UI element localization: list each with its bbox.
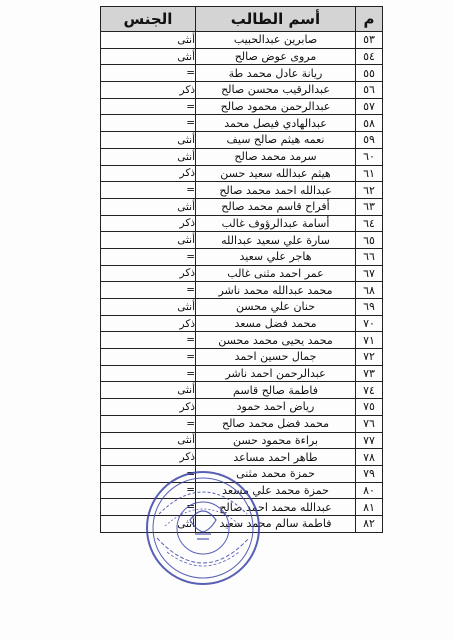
cell-gender: أنثى: [101, 48, 196, 65]
cell-num: ٧٦: [356, 415, 383, 432]
table-row: [101, 482, 383, 499]
cell-num: ٧٣: [356, 365, 383, 382]
cell-gender: =: [101, 482, 196, 499]
cell-student-name: عبدالرحمن احمد ناشر: [196, 365, 356, 382]
cell-num: ٥٦: [356, 82, 383, 99]
cell-num: ٦٩: [356, 299, 383, 316]
cell-student-name: حمزة محمد علي مسعد: [196, 482, 356, 499]
table-row: [101, 365, 383, 382]
table-row: [101, 332, 383, 349]
cell-gender: أنثى: [101, 232, 196, 249]
cell-num: ٦٠: [356, 148, 383, 165]
cell-student-name: عمر احمد مثنى غالب: [196, 265, 356, 282]
cell-student-name: هيثم عبدالله سعيد حسن: [196, 165, 356, 182]
table-row: [101, 48, 383, 65]
cell-gender: ذكر: [101, 215, 196, 232]
cell-student-name: عبدالرحمن محمود صالح: [196, 98, 356, 115]
cell-gender: =: [101, 98, 196, 115]
cell-num: ٦٣: [356, 198, 383, 215]
cell-student-name: عبدالله محمد احمد صالح: [196, 499, 356, 516]
student-roster-table: [100, 6, 383, 533]
cell-student-name: أفراح قاسم محمد صالح: [196, 198, 356, 215]
table-row: [101, 415, 383, 432]
cell-gender: =: [101, 65, 196, 82]
cell-gender: =: [101, 465, 196, 482]
table-row: [101, 232, 383, 249]
cell-gender: =: [101, 349, 196, 366]
cell-num: ٧١: [356, 332, 383, 349]
table-row: [101, 115, 383, 132]
cell-student-name: حنان علي محسن: [196, 299, 356, 316]
cell-student-name: سارة علي سعيد عبدالله: [196, 232, 356, 249]
table-row: [101, 282, 383, 299]
cell-student-name: محمد فضل محمد صالح: [196, 415, 356, 432]
cell-num: ٥٧: [356, 98, 383, 115]
cell-gender: ذكر: [101, 165, 196, 182]
cell-num: ٥٤: [356, 48, 383, 65]
cell-gender: =: [101, 415, 196, 432]
cell-gender: أنثى: [101, 515, 196, 532]
cell-num: ٥٥: [356, 65, 383, 82]
cell-student-name: عبدالرقيب محسن صالح: [196, 82, 356, 99]
table-row: [101, 515, 383, 532]
cell-gender: ذكر: [101, 399, 196, 416]
cell-student-name: محمد فضل مسعد: [196, 315, 356, 332]
cell-num: ٧٠: [356, 315, 383, 332]
cell-gender: أنثى: [101, 299, 196, 316]
table-row: [101, 299, 383, 316]
cell-num: ٥٨: [356, 115, 383, 132]
cell-gender: أنثى: [101, 148, 196, 165]
cell-gender: أنثى: [101, 198, 196, 215]
cell-student-name: عبدالهادي فيصل محمد: [196, 115, 356, 132]
cell-student-name: فاطمة سالم محمد سعيد: [196, 515, 356, 532]
cell-num: ٦٢: [356, 182, 383, 199]
cell-student-name: ريانة عادل محمد طة: [196, 65, 356, 82]
table-row: [101, 182, 383, 199]
cell-num: ٧٤: [356, 382, 383, 399]
column-header-name: أسم الطالب: [196, 7, 356, 32]
cell-student-name: مروى عوض صالح: [196, 48, 356, 65]
table-row: [101, 449, 383, 466]
table-row: [101, 465, 383, 482]
cell-student-name: صابرين عبدالحبيب: [196, 32, 356, 49]
cell-num: ٨١: [356, 499, 383, 516]
cell-num: ٦٧: [356, 265, 383, 282]
cell-student-name: براءة محمود حسن: [196, 432, 356, 449]
table-row: [101, 148, 383, 165]
table-row: [101, 499, 383, 516]
cell-gender: ذكر: [101, 315, 196, 332]
table-row: [101, 248, 383, 265]
cell-num: ٨٠: [356, 482, 383, 499]
table-row: [101, 315, 383, 332]
table-header-row: [101, 7, 383, 32]
cell-student-name: طاهر احمد مساعد: [196, 449, 356, 466]
table-body: [101, 32, 383, 533]
column-header-gender: الجنس: [101, 7, 196, 32]
cell-student-name: حمزة محمد مثنى: [196, 465, 356, 482]
table-row: [101, 349, 383, 366]
cell-student-name: فاطمة صالح قاسم: [196, 382, 356, 399]
cell-student-name: سرمد محمد صالح: [196, 148, 356, 165]
table-row: [101, 215, 383, 232]
table-row: [101, 399, 383, 416]
table-row: [101, 132, 383, 149]
cell-num: ٦١: [356, 165, 383, 182]
cell-gender: ذكر: [101, 265, 196, 282]
table-row: [101, 165, 383, 182]
cell-student-name: نعمه هيثم صالح سيف: [196, 132, 356, 149]
cell-num: ٥٩: [356, 132, 383, 149]
cell-num: ٥٣: [356, 32, 383, 49]
cell-num: ٧٧: [356, 432, 383, 449]
cell-num: ٦٦: [356, 248, 383, 265]
cell-gender: أنثى: [101, 132, 196, 149]
cell-num: ٨٢: [356, 515, 383, 532]
cell-num: ٦٨: [356, 282, 383, 299]
cell-gender: ذكر: [101, 82, 196, 99]
cell-gender: أنثى: [101, 382, 196, 399]
cell-num: ٧٨: [356, 449, 383, 466]
cell-gender: أنثى: [101, 32, 196, 49]
cell-student-name: محمد عبدالله محمد ناشر: [196, 282, 356, 299]
cell-num: ٦٥: [356, 232, 383, 249]
table-row: [101, 65, 383, 82]
cell-student-name: أسامة عبدالرؤوف غالب: [196, 215, 356, 232]
cell-gender: =: [101, 499, 196, 516]
cell-student-name: هاجر علي سعيد: [196, 248, 356, 265]
table-row: [101, 432, 383, 449]
cell-gender: =: [101, 115, 196, 132]
column-header-num: م: [356, 7, 383, 32]
cell-num: ٧٢: [356, 349, 383, 366]
cell-gender: =: [101, 182, 196, 199]
cell-gender: =: [101, 332, 196, 349]
cell-gender: أنثى: [101, 432, 196, 449]
cell-gender: =: [101, 282, 196, 299]
table-row: [101, 98, 383, 115]
cell-student-name: رياض احمد حمود: [196, 399, 356, 416]
cell-gender: =: [101, 365, 196, 382]
table-row: [101, 198, 383, 215]
cell-student-name: عبدالله احمد محمد صالح: [196, 182, 356, 199]
table-row: [101, 382, 383, 399]
cell-num: ٧٥: [356, 399, 383, 416]
cell-num: ٧٩: [356, 465, 383, 482]
cell-gender: ذكر: [101, 449, 196, 466]
table-row: [101, 32, 383, 49]
cell-student-name: محمد يحيى محمد محسن: [196, 332, 356, 349]
table-row: [101, 265, 383, 282]
cell-student-name: جمال حسين احمد: [196, 349, 356, 366]
cell-num: ٦٤: [356, 215, 383, 232]
cell-gender: =: [101, 248, 196, 265]
table-row: [101, 82, 383, 99]
